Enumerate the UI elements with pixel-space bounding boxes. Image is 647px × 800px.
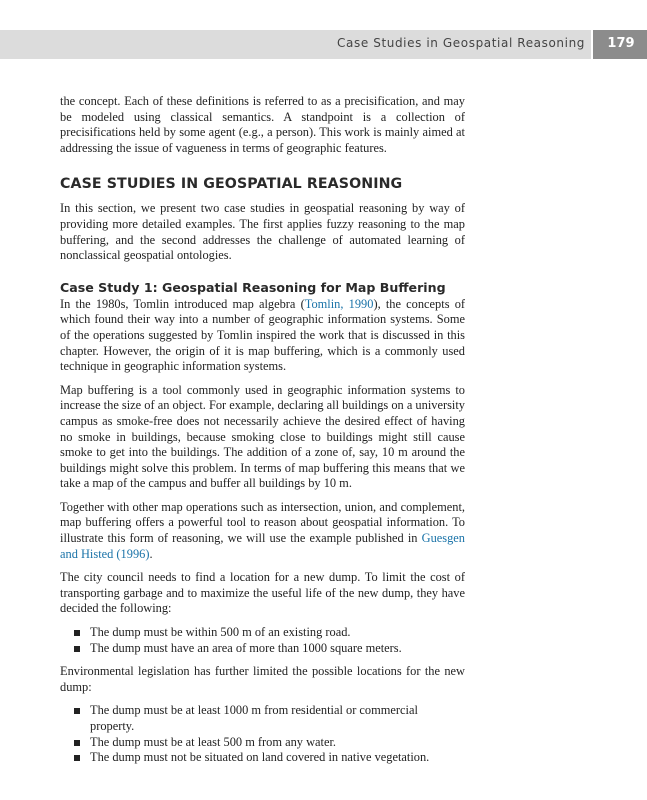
section-paragraph: In this section, we present two case studies in geospatial reasoning by way of providing more detailed examples. The first applies fuzzy reasoning to the map buffering, and the second addresses the challenge of automated learning of nonclassical geospatial ontologies. (60, 201, 465, 263)
page-body (60, 94, 465, 774)
bullet-icon (74, 740, 80, 746)
list-item (60, 750, 465, 766)
paragraph-map-operations (60, 500, 465, 562)
list-item-text: The dump must not be situated on land covered in native vegetation. (90, 750, 430, 765)
paragraph-text: In the 1980s, Tomlin introduced map algebra ( (60, 296, 305, 311)
paragraph-text: ), the concepts of which found their way into a number of geographic information systems. Some of the operations suggested by Tomlin inspired the work that is discussed in this chapter. However, the origin of it is map buffering, which is a commonly used technique in geographic information systems. (60, 296, 466, 374)
paragraph-city-council: The city council needs to find a location for a new dump. To limit the cost of transporting garbage and to maximize the useful life of the new dump, they have decided the following: (60, 570, 465, 616)
section-heading: CASE STUDIES IN GEOSPATIAL REASONING (60, 176, 403, 193)
environmental-requirements-list (60, 703, 465, 765)
list-item-text: The dump must be at least 1000 m from residential or commercial property. (90, 703, 418, 733)
list-item-text: The dump must be within 500 m of an existing road. (90, 625, 351, 640)
citation-link-tomlin[interactable]: Tomlin, 1990 (304, 296, 374, 311)
subsection-heading: Case Study 1: Geospatial Reasoning for Map Buffering (60, 279, 446, 295)
paragraph-text: Together with other map operations such as intersection, union, and complement, map buffering offers a powerful tool to reason about geospatial information. To illustrate this form of reasoning, we will use the example published in (60, 499, 465, 546)
list-item (60, 641, 465, 657)
list-item (60, 625, 465, 641)
bullet-icon (74, 630, 80, 636)
list-item (60, 735, 465, 751)
list-item-text: The dump must have an area of more than 1000 square meters. (90, 640, 402, 655)
citation-link-guesgen[interactable]: Guesgen and Histed (1996) (60, 531, 465, 561)
bullet-icon (74, 708, 80, 714)
paragraph-map-algebra (60, 297, 465, 375)
page-number-box (591, 30, 647, 59)
intro-paragraph: the concept. Each of these definitions is referred to as a precisification, and may be modeled using classical semantics. A standpoint is a collection of precisifications held by some agent (e.g., a person). This work is mainly aimed at addressing the issue of vagueness in terms of geographic features. (60, 94, 465, 155)
paragraph-environmental: Environmental legislation has further limited the possible locations for the new dump: (60, 664, 465, 694)
list-item-text: The dump must be at least 500 m from any water. (90, 734, 337, 749)
paragraph-text: . (149, 546, 153, 561)
page-number: 179 (607, 36, 635, 51)
running-title: Case Studies in Geospatial Reasoning (337, 36, 585, 50)
bullet-icon (74, 755, 80, 761)
bullet-icon (74, 646, 80, 652)
list-item (60, 703, 465, 734)
paragraph-map-buffering: Map buffering is a tool commonly used in geographic information systems to increase the size of an object. For example, declaring all buildings on a university campus as smoke-free does not necessarily achieve the desired effect of having no smoke in buildings, because smoking close to buildings might still cause smoke to get into the buildings. The addition of a zone of, say, 10 m around the buildings might solve this problem. In terms of map buffering this means that we take a map of the campus and buffer all buildings by 10 m. (60, 382, 465, 491)
council-requirements-list (60, 625, 465, 656)
